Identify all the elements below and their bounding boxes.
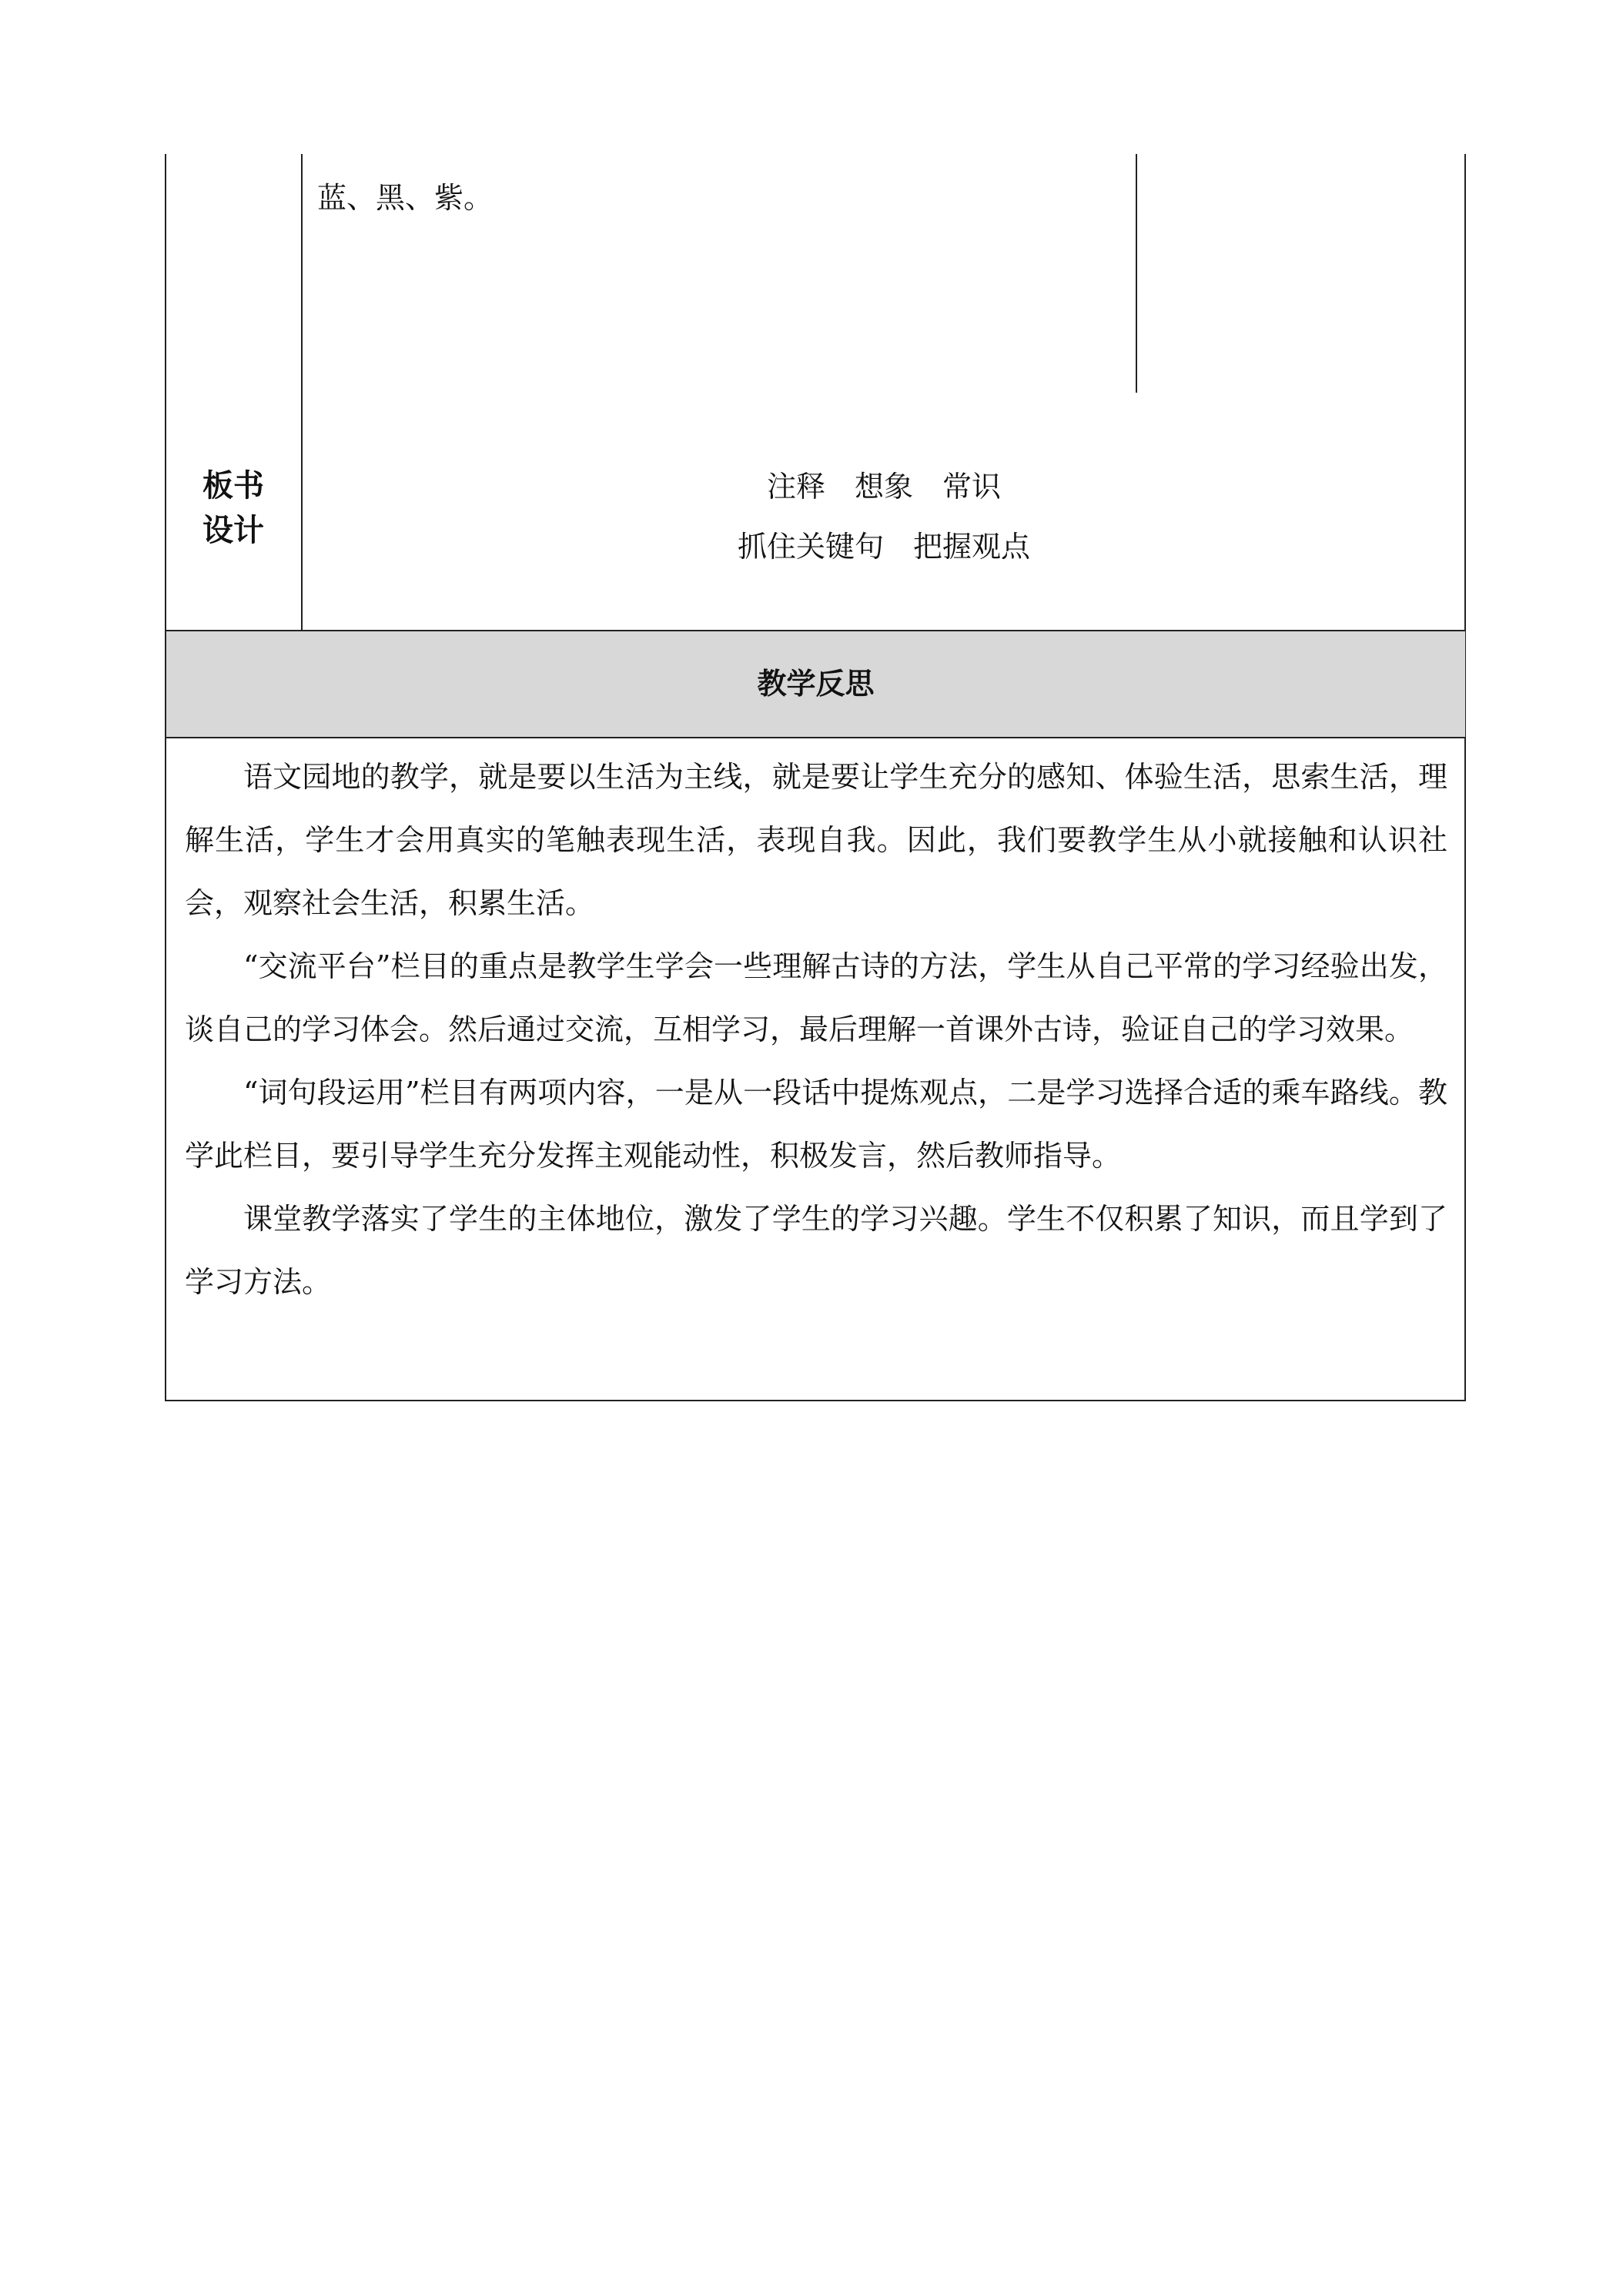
table-right-border	[1464, 154, 1466, 1401]
reflection-body	[185, 745, 1447, 1314]
board-design-line2: 抓住关键句 把握观点	[737, 530, 1030, 564]
table-bottom-border	[165, 1400, 1466, 1401]
board-design-label	[166, 464, 300, 553]
board-design-label-line2: 设计	[202, 513, 264, 548]
board-design-label-line1: 板书	[202, 468, 264, 504]
continuation-text: 蓝、黑、紫。	[317, 181, 494, 215]
reflection-paragraph: “词句段运用”栏目有两项内容，一是从一段话中提炼观点，二是学习选择合适的乘车路线。教学此栏目，要引导学生充分发挥主观能动性，积极发言，然后教师指导。	[185, 1076, 1447, 1173]
reflection-paragraph: 语文园地的教学，就是要以生活为主线，就是要让学生充分的感知、体验生活，思索生活，理解生活，学生才会用真实的笔触表现生活，表现自我。因此，我们要教学生从小就接触和认识社会，观察社会生活，积累生活。	[185, 760, 1447, 920]
reflection-title: 教学反思	[166, 631, 1465, 737]
header-bottom-border	[165, 737, 1466, 738]
board-design-line1: 注释 想象 常识	[766, 470, 1001, 504]
reflection-paragraph: “交流平台”栏目的重点是教学生学会一些理解古诗的方法，学生从自己平常的学习经验出发，谈自己的学习体会。然后通过交流，互相学习，最后理解一首课外古诗，验证自己的学习效果。	[185, 949, 1447, 1046]
table-left-border	[165, 154, 166, 1401]
inner-cell-divider	[1136, 154, 1137, 393]
reflection-paragraph: 课堂教学落实了学生的主体地位，激发了学生的学习兴趣。学生不仅积累了知识，而且学到了学习方法。	[185, 1202, 1447, 1299]
